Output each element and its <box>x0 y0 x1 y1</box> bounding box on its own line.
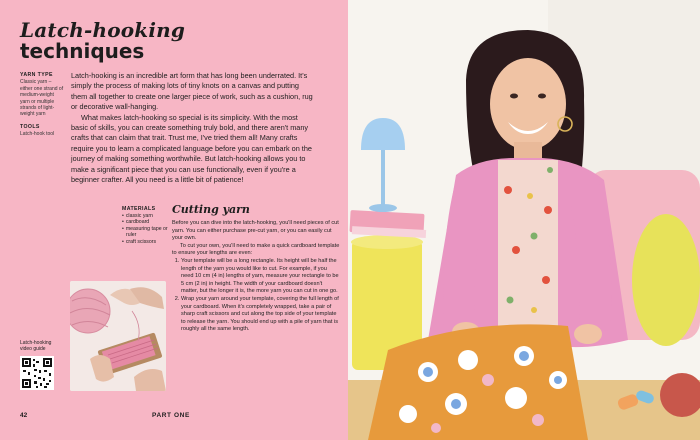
yarn-cutting-photo <box>70 281 166 391</box>
intro-paragraph-2: What makes latch-hooking so special is its simplicity. With the most basic of skills, you can create something truly bold, and there aren't many crafts that can claim that trait. Trust me, I've tried them all! Many crafts require you to learn a complicated language before you can embark on the journey of making something worthwhile. But latch-hooking allows you to make a significant piece that you can use functionally, even if you're a beginner crafter. All you need is a little bit of patience! <box>71 112 312 185</box>
video-guide-label: Latch-hooking video guide <box>20 340 52 353</box>
cutting-step: 2. Wrap your yarn around your template, covering the full length of your cardboard. When it's completely wrapped, take a pair of sharp craft scissors and cut along the top side of your template to release the yarn. You should end up with a pile of yarn that is roughly all the same length. <box>181 296 340 334</box>
cutting-paragraph-1: Before you can dive into the latch-hooking, you'll need pieces of cut yarn. You can either purchase pre-cut yarn, or you can easily cut your own. <box>172 220 339 242</box>
yarn-type-heading: YARN TYPE <box>20 72 53 78</box>
material-item: • measuring tape or ruler <box>126 226 170 239</box>
cutting-paragraph-2: To cut your own, you'll need to make a quick cardboard template to ensure your lengths are even: <box>172 242 340 257</box>
author-photo <box>348 0 700 440</box>
intro-text <box>71 71 316 185</box>
cutting-yarn-section <box>172 203 340 334</box>
material-item: • craft scissors <box>126 239 170 246</box>
tools-text: Latch-hook tool <box>20 131 55 138</box>
title-line2: techniques <box>20 39 145 63</box>
title-line1: Latch-hooking <box>20 18 186 42</box>
page-title <box>20 20 185 61</box>
cutting-step: 1. Your template will be a long rectangle. Its height will be half the length of the yarn you would like to cut. For example, if you need 10 cm (4 in) lengths of yarn, measure your rectangle to be 5 cm (2 in) in height. The width of your cardboard doesn't matter, but the longer it is, the more yarn you can cut in one go. <box>181 258 340 296</box>
section-label: PART ONE <box>152 412 190 419</box>
left-page <box>0 0 348 440</box>
tools-heading: TOOLS <box>20 123 40 130</box>
sidebar-notes <box>20 72 64 144</box>
materials-list <box>122 206 170 246</box>
page-number: 42 <box>20 412 28 419</box>
qr-code[interactable] <box>20 356 54 390</box>
material-item: • cardboard <box>126 219 170 226</box>
materials-heading: MATERIALS <box>122 206 156 212</box>
intro-paragraph-1: Latch-hooking is an incredible art form that has long been underrated. It's simply the process of making lots of tiny knots on a canvas and putting them all together to create one larger piece of work, such as a cushion, rug or decorative wall-hanging. <box>71 71 313 112</box>
material-item: • classic yarn <box>126 213 170 220</box>
yarn-type-text: Classic yarn – either one strand of medium-weight yarn or multiple strands of light-weight yarn <box>20 79 64 118</box>
cutting-yarn-title: Cutting yarn <box>172 203 250 216</box>
